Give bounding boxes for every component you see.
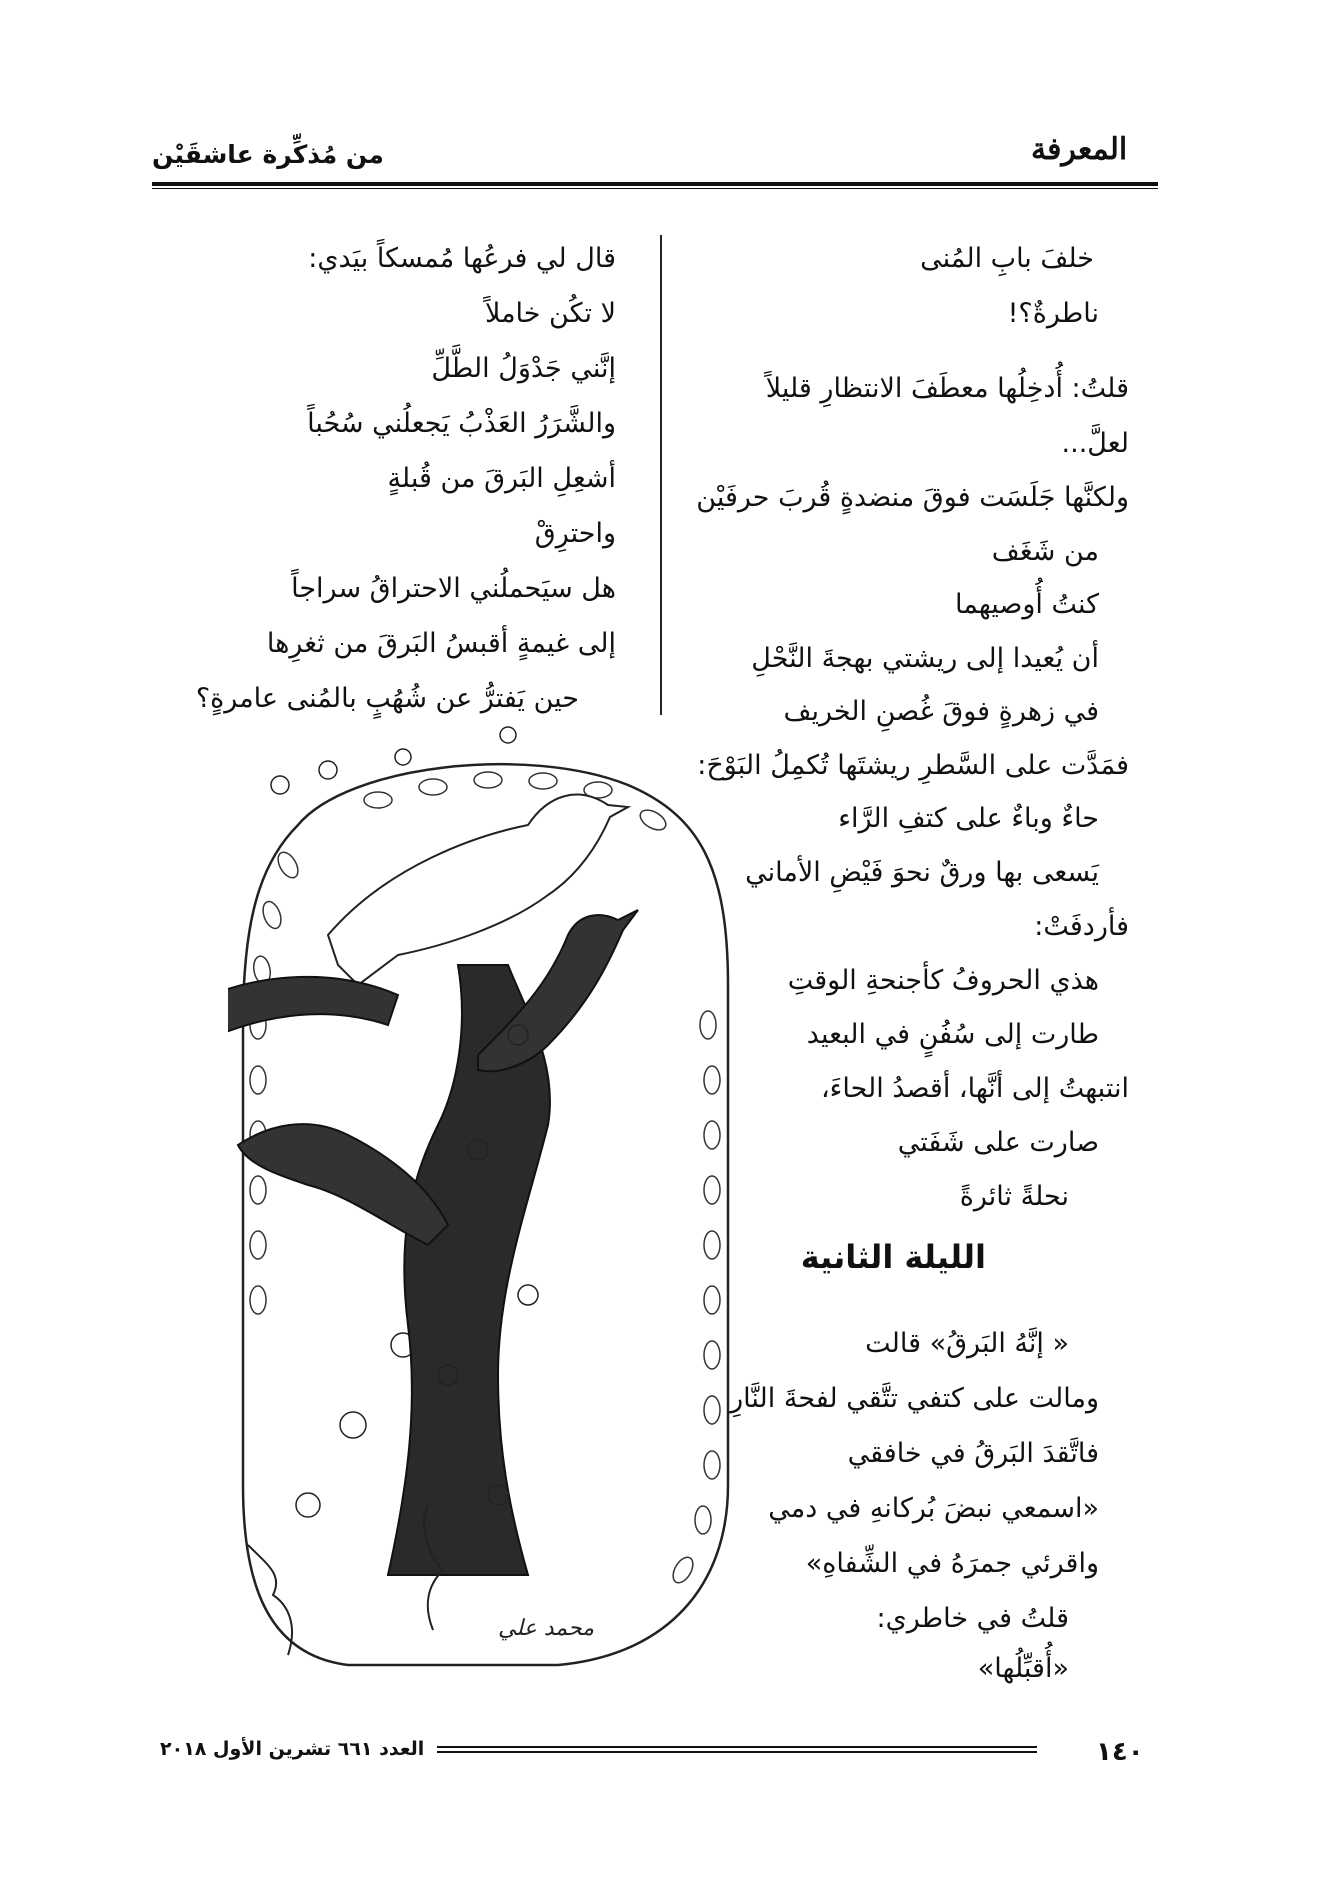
poem-line: نحلةً ثائرةً <box>959 1181 1069 1212</box>
poem-line: أشعِلِ البَرقَ من قُبلةٍ <box>387 463 616 494</box>
poem-line: أن يُعيدا إلى ريشتي بهجةَ النَّحْلِ <box>751 643 1099 674</box>
header-divider-thin <box>152 188 1158 189</box>
poem-line: لعلَّ... <box>1061 428 1129 459</box>
magazine-logo: المعرفة <box>1031 132 1128 167</box>
page-number: ١٤٠ <box>1096 1737 1144 1767</box>
poem-line: كنتُ أُوصيهما <box>955 589 1099 620</box>
poem-line: «اسمعي نبضَ بُركانهِ في دمي <box>768 1493 1099 1524</box>
artist-signature: محمد علي <box>498 1616 594 1641</box>
poem-line: حاءٌ وباءٌ على كتفِ الرَّاء <box>838 803 1099 834</box>
section-title: الليلة الثانية <box>800 1238 986 1276</box>
poem-line: واقرئي جمرَهُ في الشِّفاهِ» <box>805 1548 1099 1579</box>
poem-line: انتبهتُ إلى أنَّها، أقصدُ الحاءَ، <box>820 1073 1129 1104</box>
bird-wing-drawing <box>228 977 398 1035</box>
poem-line: يَسعى بها ورقٌ نحوَ فَيْضِ الأماني <box>745 857 1099 888</box>
article-title: من مُذكِّرة عاشقَيْن <box>152 140 384 169</box>
header-divider <box>152 182 1158 186</box>
poem-line: فاتَّقدَ البَرقُ في خافقي <box>847 1438 1099 1469</box>
footer-divider-double <box>437 1751 1037 1753</box>
poem-line: ومالت على كتفي تتَّقي لفحةَ النَّارِ <box>730 1383 1099 1414</box>
poem-line: فأردفَتْ: <box>1034 911 1129 942</box>
poem-line: هل سيَحملُني الاحتراقُ سراجاً <box>291 573 616 604</box>
poem-line: ولكنَّها جَلَسَت فوقَ منضدةٍ قُربَ حرفَيْن <box>696 482 1129 513</box>
footer-divider <box>437 1746 1037 1748</box>
poem-line: قال لي فرعُها مُمسكاً بيَدي: <box>308 243 616 274</box>
poem-line: إنَّني جَدْوَلُ الطَّلِّ <box>431 353 616 384</box>
poem-line: حين يَفترُّ عن شُهُبٍ بالمُنى عامرةٍ؟ <box>195 683 579 714</box>
poem-line: قلتُ في خاطري: <box>876 1603 1069 1634</box>
poem-line: ناطرةٌ؟! <box>1007 298 1099 329</box>
dark-bird-drawing <box>238 1124 448 1245</box>
poem-line: خلفَ بابِ المُنى <box>920 243 1094 274</box>
poem-line: قلتُ: أُدخِلُها معطَفَ الانتظارِ قليلاً <box>765 373 1129 404</box>
poem-line: والشَّرَرُ العَذْبُ يَجعلُني سُحُباً <box>307 408 616 439</box>
column-divider <box>660 235 662 715</box>
poem-line: من شَغَف <box>991 536 1099 567</box>
poem-line: لا تكُن خاملاً <box>484 298 616 329</box>
poem-line: «أُقبِّلُها» <box>977 1653 1069 1684</box>
poem-line: في زهرةٍ فوقَ غُصنِ الخريف <box>783 696 1099 727</box>
face-profile-left <box>248 1545 292 1655</box>
poem-line: هذي الحروفُ كأجنحةِ الوقتِ <box>787 965 1099 996</box>
poem-line: إلى غيمةٍ أقبسُ البَرقَ من ثغرِها <box>266 628 616 659</box>
poem-line: صارت على شَفَتي <box>897 1127 1099 1158</box>
issue-info: العدد ٦٦١ تشرين الأول ٢٠١٨ <box>160 1738 425 1760</box>
poem-line: واحترِقْ <box>534 518 616 549</box>
poem-line: « إنَّهُ البَرقُ» قالت <box>865 1328 1069 1359</box>
poem-line: فمَدَّت على السَّطرِ ريشتَها تُكمِلُ البَوْحَ: <box>697 750 1129 781</box>
poem-line: طارت إلى سُفُنٍ في البعيد <box>806 1019 1099 1050</box>
bird-tree-illustration <box>228 725 760 1685</box>
